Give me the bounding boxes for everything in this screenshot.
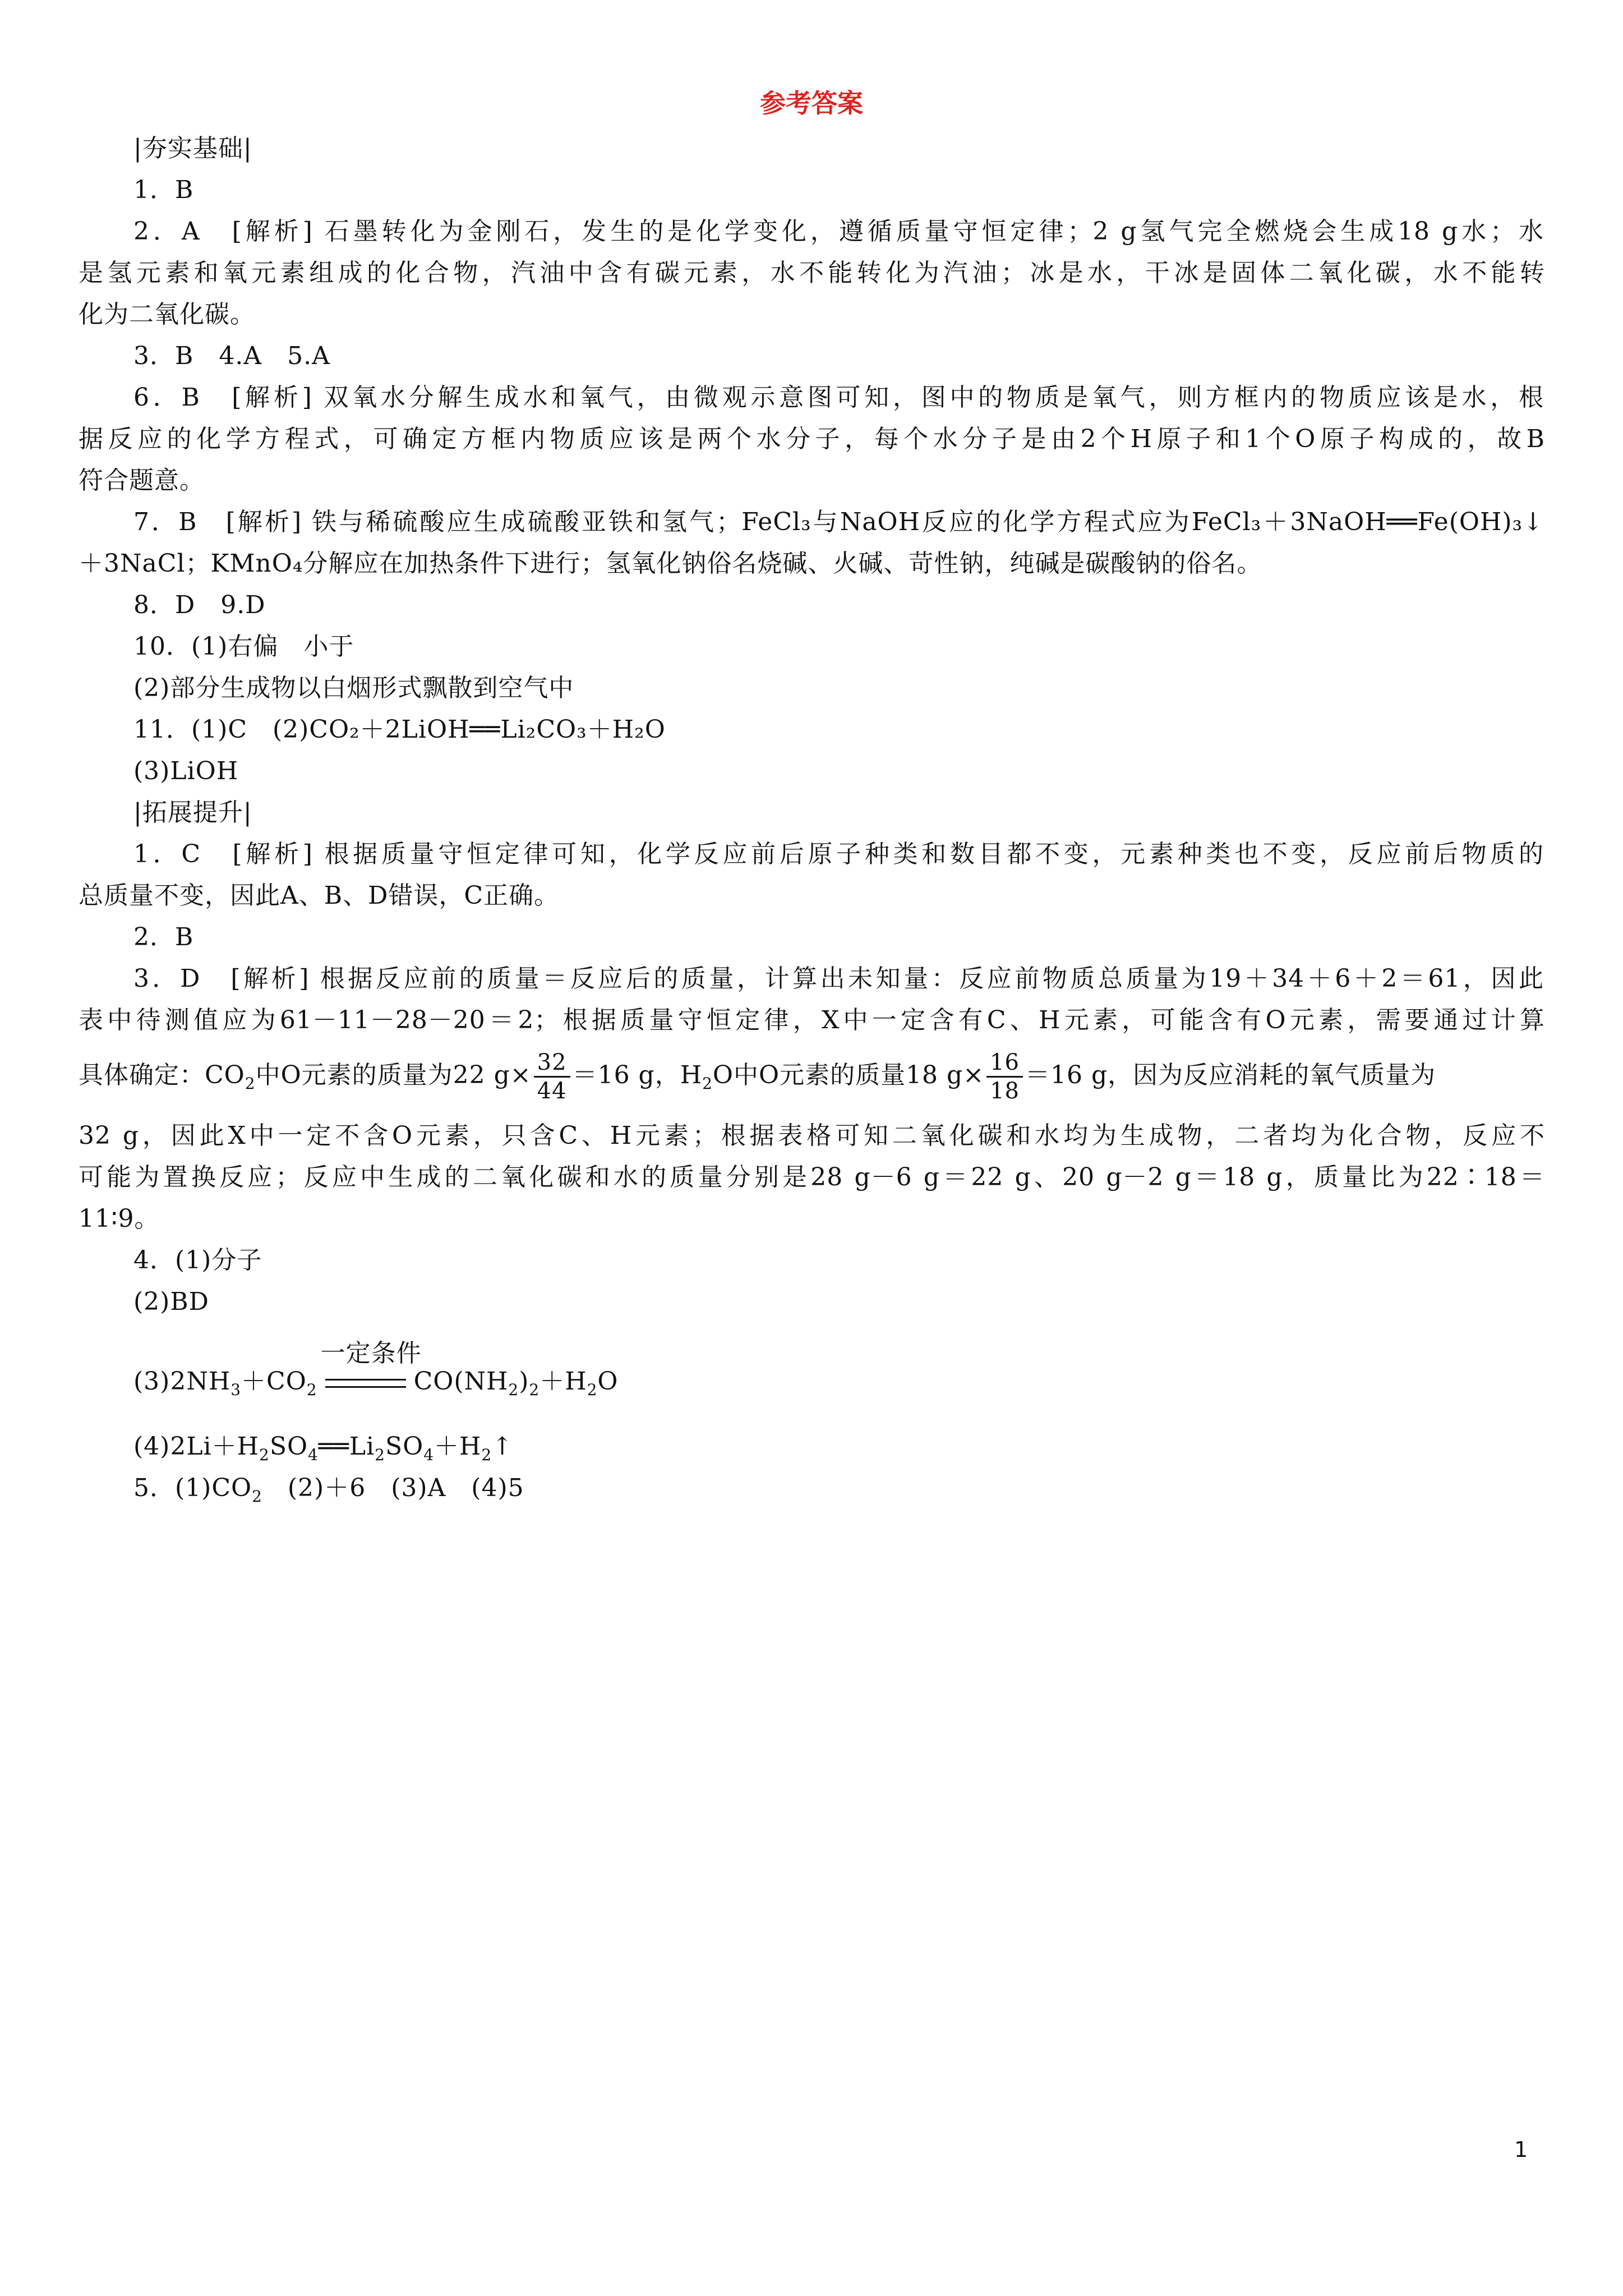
fraction — [534, 1049, 570, 1105]
answer-line: 化为二氧化碳。 — [79, 300, 255, 329]
answer-line: 5．$(1)CO_2$ (2)＋6 (3)A (4)5 — [133, 1474, 524, 1506]
answer-line: 是氢元素和氧元素组成的化合物，汽油中含有碳元素，水不能转化为汽油；冰是水，干冰是固体二氧化碳，水不能转 — [79, 259, 1545, 287]
answer-line: 3．B 4.A 5.A — [133, 342, 330, 370]
answer-line: 1．C [解析] 根据质量守恒定律可知，化学反应前后原子种类和数目都不变，元素种类也不变，反应前后物质的 — [133, 840, 1544, 868]
answer-line: (2)部分生成物以白烟形式飘散到空气中 — [133, 674, 574, 702]
answer-line: 2．B — [133, 923, 194, 951]
answer-line: 7．B [解析] 铁与稀硫酸应生成硫酸亚铁和氢气；FeCl₃与NaOH反应的化学方程式应为FeCl₃＋3NaOH══Fe(OH)₃↓ — [133, 508, 1544, 536]
answer-line-fraction — [79, 1049, 1545, 1105]
page-title: 参考答案 — [760, 88, 863, 118]
answer-line: 表中待测值应为61－11－28－20＝2；根据质量守恒定律，X中一定含有C、H元素，可能含有O元素，需要通过计算 — [79, 1006, 1545, 1034]
text-segment: $CO(NH_2)_2+H_2O$ — [413, 1367, 619, 1399]
answer-line: 1．B — [133, 176, 194, 204]
fraction — [986, 1049, 1023, 1105]
answer-line: 4．(1)分子 — [133, 1246, 262, 1274]
answer-line: 3．D [解析] 根据反应前的质量＝反应后的质量，计算出未知量：反应前物质总质量为19＋34＋6＋2＝61，因此 — [133, 964, 1544, 993]
answer-line: (2)BD — [133, 1287, 209, 1316]
condition-label: 一定条件 — [320, 1339, 422, 1368]
answer-line: 32 g，因此X中一定不含O元素，只含C、H元素；根据表格可知二氧化碳和水均为生成物，二者均为化合物，反应不 — [79, 1121, 1545, 1150]
fraction-denominator: 44 — [537, 1078, 567, 1104]
section-heading-advanced: |拓展提升| — [133, 798, 252, 827]
text-segment: ＝16 g，因为反应消耗的氧气质量为 — [1025, 1061, 1436, 1089]
answer-line-equation — [133, 1339, 619, 1399]
answer-line: 据反应的化学方程式，可确定方框内物质应该是两个水分子，每个水分子是由2个H原子和1个O原子构成的，故B — [79, 425, 1545, 453]
text-segment: $(3)2NH_3+CO_2$ — [133, 1367, 317, 1399]
answer-line: 11∶9。 — [79, 1204, 160, 1233]
answer-line: 8．D 9.D — [133, 591, 266, 619]
answer-line: ＋3NaCl；KMnO₄分解应在加热条件下进行；氢氧化钠俗名烧碱、火碱、苛性钠，纯碱是碳酸钠的俗名。 — [79, 549, 1262, 578]
fraction-numerator: 32 — [534, 1049, 570, 1078]
reaction-condition — [320, 1339, 422, 1398]
equals-bar — [325, 1379, 406, 1388]
answer-line: 可能为置换反应；反应中生成的二氧化碳和水的质量分别是28 g－6 g＝22 g、20 g－2 g＝18 g，质量比为22∶18＝ — [79, 1163, 1545, 1191]
section-heading-basic: |夯实基础| — [133, 134, 252, 163]
answer-line: 10．(1)右偏 小于 — [133, 632, 354, 661]
answer-line: 2．A [解析] 石墨转化为金刚石，发生的是化学变化，遵循质量守恒定律；2 g氢气完全燃烧会生成18 g水；水 — [133, 217, 1544, 246]
answer-line: 总质量不变，因此A、B、D错误，C正确。 — [79, 881, 560, 910]
answer-line: 11．(1)C (2)CO₂＋2LiOH══Li₂CO₃＋H₂O — [133, 715, 666, 744]
answer-line: $(4)2Li+H_2SO_4══Li_2SO_4+H_2↑$ — [133, 1432, 514, 1464]
fraction-numerator: 16 — [986, 1049, 1023, 1078]
text-segment: ＝16 g，$H_2O$中O元素的质量18 g× — [572, 1061, 985, 1093]
answer-line: 6．B [解析] 双氧水分解生成水和氧气，由微观示意图可知，图中的物质是氧气，则方框内的物质应该是水，根 — [133, 383, 1544, 412]
page-number: 1 — [1514, 2137, 1528, 2162]
text-segment: 具体确定：$CO_2$中O元素的质量为22 g× — [79, 1061, 532, 1093]
answer-line: (3)LiOH — [133, 757, 239, 785]
fraction-denominator: 18 — [990, 1078, 1020, 1104]
answer-line: 符合题意。 — [79, 466, 205, 495]
